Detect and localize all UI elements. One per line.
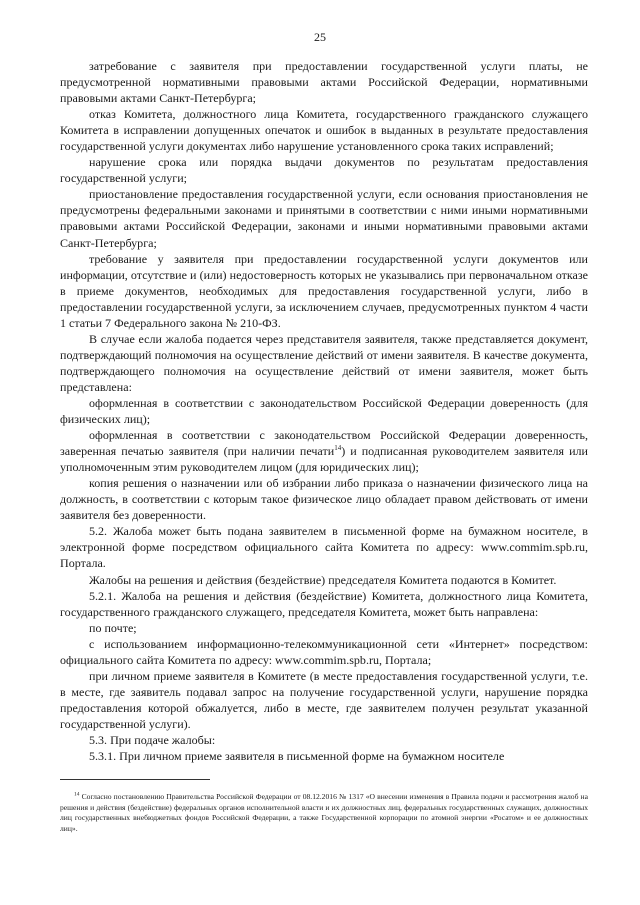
footnote-divider — [60, 779, 210, 780]
footnote-text — [60, 792, 588, 834]
paragraph-issue-deadline: нарушение срока или порядка выдачи документов по результатам предоставления государственной услуги; — [60, 155, 588, 186]
paragraph-by-mail: по почте; — [89, 620, 137, 635]
paragraph-correction-refusal: отказ Комитета, должностного лица Комитета, государственного гражданского служащего Комитета в исправлении допущенных опечаток и ошибок в выданных в результате предоставления государственной услуги документах либо нарушение установленного срока таких исправлений; — [60, 107, 588, 154]
paragraph-power-of-attorney-legal — [60, 427, 588, 475]
footnote — [60, 792, 588, 834]
footnote-reference: 14 — [334, 444, 342, 453]
paragraph-internet: с использованием информационно-телекоммуникационной сети «Интернет» посредством: официального сайта Комитета по адресу: www.commim.spb.ru, Портала; — [60, 636, 588, 667]
paragraph-fee-demand: затребование с заявителя при предоставлении государственной услуги платы, не предусмотренной нормативными правовыми актами Российской Федерации, нормативными правовыми актами Санкт-Петербурга; — [60, 59, 588, 106]
paragraph-personal-reception: при личном приеме заявителя в Комитете (в месте предоставления государственной услуги, т.е. в месте, где заявитель подавал запрос на получение государственной услуги, нарушение порядка предоставления которой обжалуется, либо в месте, где заявителем получен результат указанной государственной услуги). — [60, 668, 588, 731]
paragraph-document-demand: требование у заявителя при предоставлении государственной услуги документов или информации, отсутствие и (или) недостоверность которых не указывались при первоначальном отказе в приеме документов, необходимых для предоставления государственной услуги, либо в предоставлении государственной услуги, за исключением случаев, предусмотренных пунктом 4 части 1 статьи 7 Федерального закона № 210-ФЗ. — [60, 251, 588, 330]
body-text — [60, 58, 588, 764]
paragraph-section-5-3: 5.3. При подаче жалобы: — [89, 732, 216, 747]
paragraph-section-5-2: 5.2. Жалоба может быть подана заявителем в письменной форме на бумажном носителе, в электронной форме посредством официального сайта Комитета по адресу: www.commim.spb.ru, Портала. — [60, 524, 588, 571]
paragraph-section-5-3-1: 5.3.1. При личном приеме заявителя в письменной форме на бумажном носителе — [89, 749, 505, 764]
paragraph-chairman-complaints: Жалобы на решения и действия (бездействие) председателя Комитета подаются в Комитет. — [89, 572, 557, 587]
footnote-body: Согласно постановлению Правительства Российской Федерации от 08.12.2016 № 1317 «О внесении изменения в Правила подачи и рассмотрения жалоб на решения и действия (бездействие) федеральных органов исполнительной власти и их должностных лиц, федеральных государственных служащих, должностных лиц государственных внебюджетных фондов Российской Федерации, а также Государственной корпорации по атомной энергии «Росатом» и ее должностных лиц». — [60, 792, 588, 833]
paragraph-power-of-attorney-individuals: оформленная в соответствии с законодательством Российской Федерации доверенность (для физических лиц); — [60, 395, 588, 427]
paragraph-suspension: приостановление предоставления государственной услуги, если основания приостановления не предусмотрены федеральными законами и принятыми в соответствии с ними иными нормативными правовыми актами Российской Федерации, законами и иными нормативными правовыми актами Санкт-Петербурга; — [60, 187, 588, 250]
paragraph-section-5-2-1: 5.2.1. Жалоба на решения и действия (бездействие) Комитета, должностного лица Комитета, государственного гражданского служащего, председателя Комитета, может быть направлена: — [60, 588, 588, 619]
paragraph-representative: В случае если жалоба подается через представителя заявителя, также представляется документ, подтверждающий полномочия на осуществление действий от имени заявителя. В качестве документа, подтверждающего полномочия на осуществление действий от имени заявителя, может быть представлена: — [60, 331, 588, 394]
footnote-marker: 14 — [74, 791, 80, 798]
paragraph-part-after: ) и подписанная руководителем заявителя или уполномоченным этим руководителем лицом (для юридических лиц); — [60, 444, 588, 475]
paragraph-part-before: оформленная в соответствии с законодательством Российской Федерации доверенность, заверенная печатью заявителя (при наличии печати — [60, 428, 588, 459]
page-number: 25 — [314, 30, 326, 44]
paragraph-appointment-copy: копия решения о назначении или об избрании либо приказа о назначении физического лица на должность, в соответствии с которым такое физическое лицо обладает правом действовать от имени заявителя без доверенности. — [60, 476, 588, 523]
